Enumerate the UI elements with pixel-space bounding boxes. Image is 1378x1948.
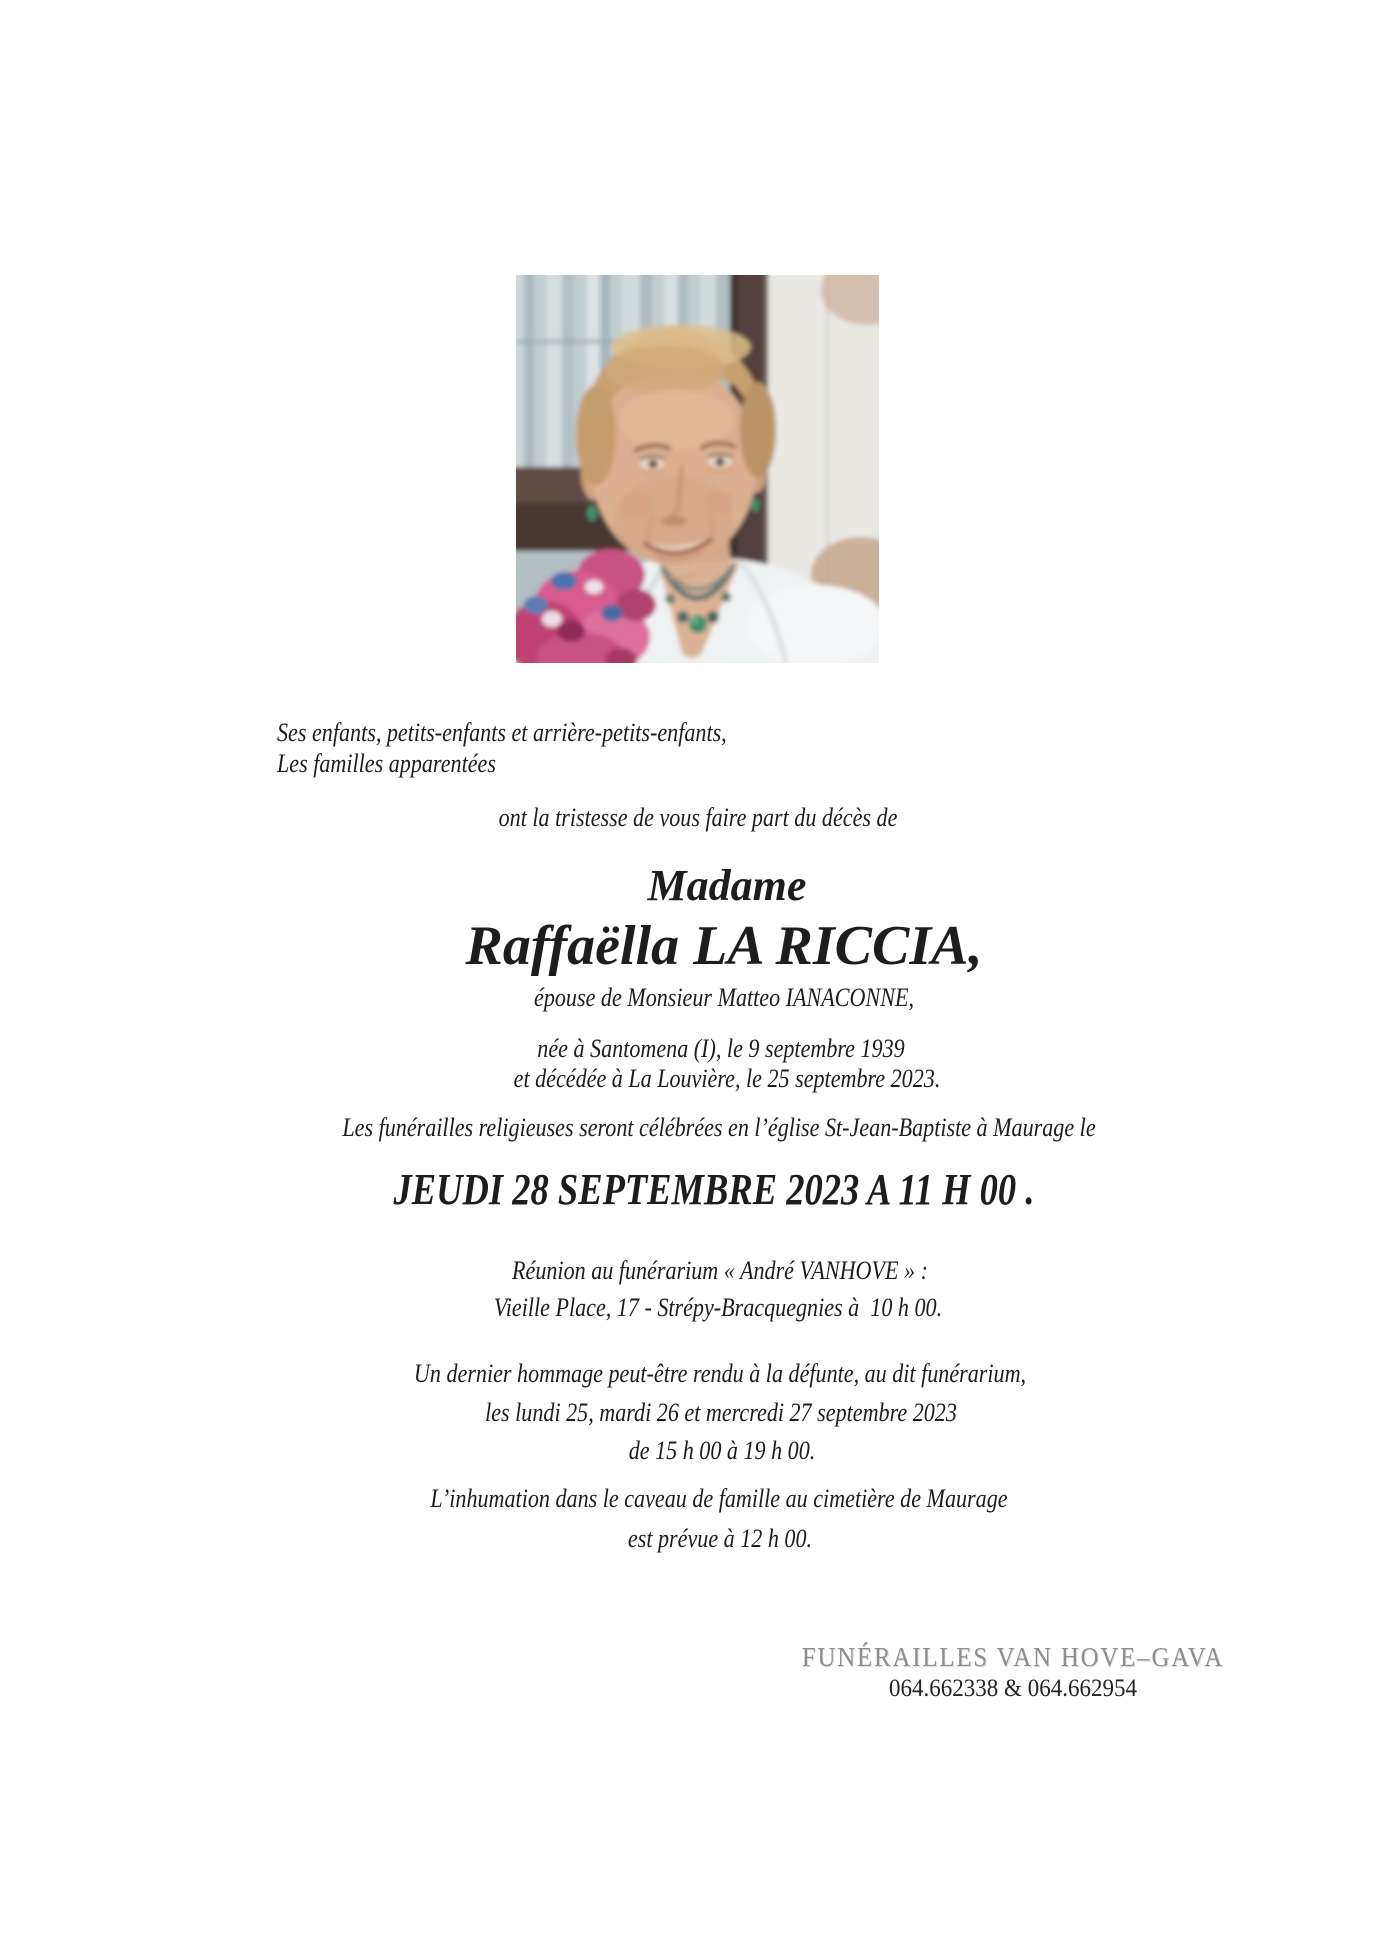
birth-line: née à Santomena (I), le 9 septembre 1939	[537, 1034, 905, 1063]
meeting-location-line-2: Vieille Place, 17 - Strépy-Bracquegnies à 10 h 00.	[493, 1293, 943, 1322]
final-tribute-line-3: de 15 h 00 à 19 h 00.	[628, 1436, 816, 1465]
funeral-home-phones: 064.662338 & 064.662954	[889, 1675, 1137, 1702]
portrait-photo	[516, 275, 879, 663]
funeral-home-name: FUNÉRAILLES VAN HOVE–GAVA	[801, 1642, 1225, 1672]
spouse-line: épouse de Monsieur Matteo IANACONNE,	[534, 983, 914, 1012]
intro-line-2: Les familles apparentées	[277, 749, 496, 778]
final-tribute-line-1: Un dernier hommage peut-être rendu à la défunte, au dit funérarium,	[413, 1359, 1027, 1388]
deceased-name: Raffaëlla LA RICCIA,	[465, 915, 983, 977]
burial-line-1: L’inhumation dans le caveau de famille au cimetière de Maurage	[430, 1484, 1008, 1513]
intro-line-1: Ses enfants, petits-enfants et arrière-petits-enfants,	[277, 718, 727, 747]
meeting-location-line-1: Réunion au funérarium « André VANHOVE » :	[512, 1256, 928, 1285]
ceremony-intro-line: Les funérailles religieuses seront célébrées en l’église St-Jean-Baptiste à Maurage le	[342, 1113, 1096, 1142]
death-line: et décédée à La Louvière, le 25 septembre 2023.	[513, 1064, 941, 1093]
burial-line-2: est prévue à 12 h 00.	[627, 1524, 813, 1553]
sorrow-line: ont la tristesse de vous faire part du décès de	[498, 803, 898, 832]
portrait-photo-image	[516, 275, 879, 663]
ceremony-datetime-line: JEUDI 28 SEPTEMBRE 2023 A 11 H 00 .	[393, 1165, 1035, 1214]
final-tribute-line-2: les lundi 25, mardi 26 et mercredi 27 septembre 2023	[485, 1398, 957, 1427]
civility-title: Madame	[647, 861, 807, 910]
